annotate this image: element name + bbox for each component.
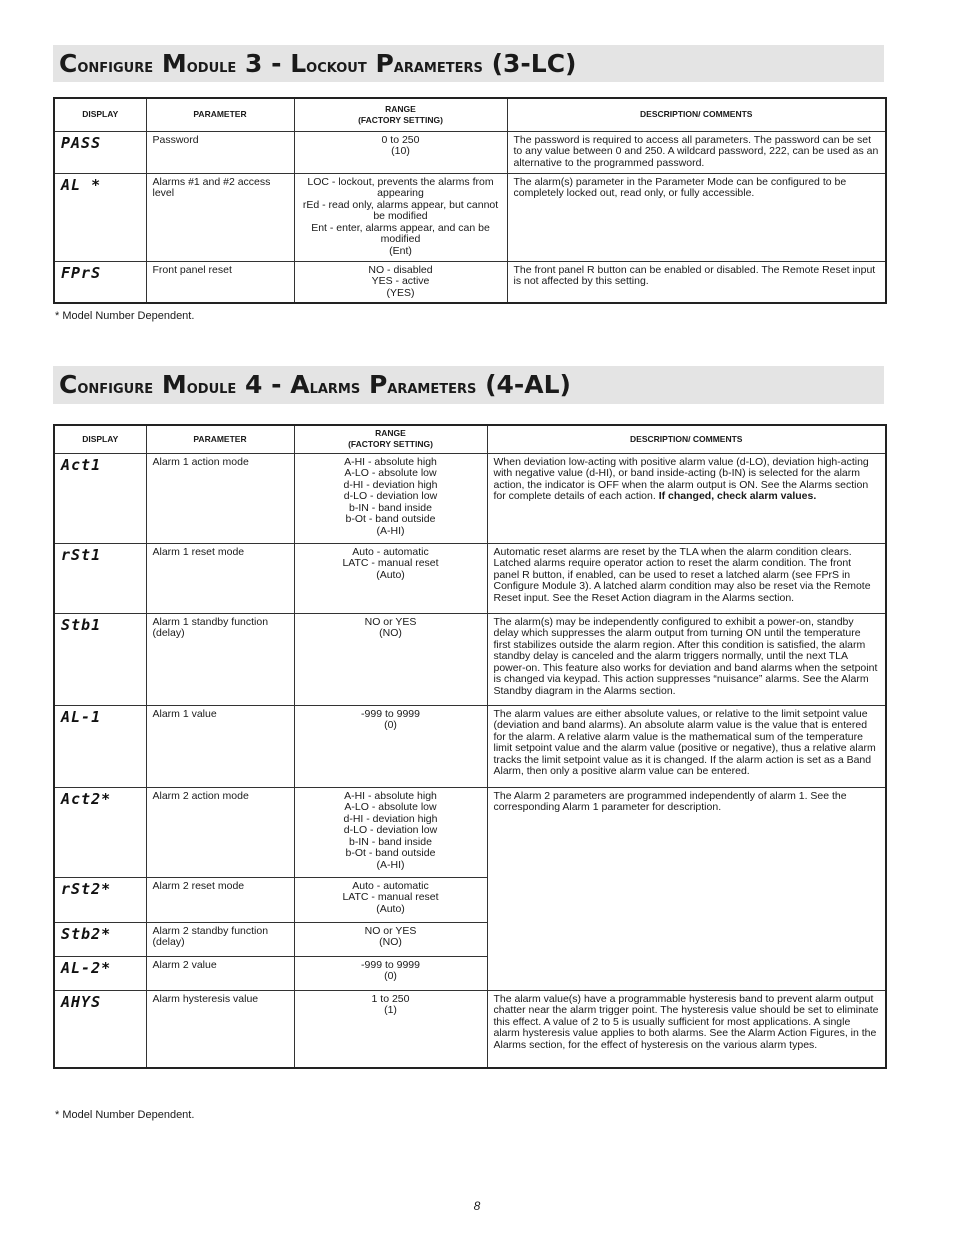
- range-value: Auto - automatic LATC - manual reset (Auto): [294, 877, 487, 922]
- parameter-name: Alarm 1 action mode: [146, 453, 294, 543]
- table-row: [54, 787, 886, 877]
- table-row: [54, 543, 886, 613]
- range-value: NO or YES (NO): [294, 613, 487, 705]
- footnote: * Model Number Dependent.: [55, 1109, 195, 1121]
- display-code: Stb2*: [54, 922, 146, 956]
- display-code: AL *: [54, 173, 146, 261]
- table-row: [54, 261, 886, 303]
- table-header-row: [54, 425, 886, 453]
- parameter-name: Alarms #1 and #2 access level: [146, 173, 294, 261]
- parameter-name: Alarm 1 standby function (delay): [146, 613, 294, 705]
- description-text: The alarm(s) may be independently configured to exhibit a power-on, standby delay which suppresses the alarm output from turning ON until the temperature first stabilizes outside the alarm region. After this condition is satisfied, the alarm standby delay is canceled and the alarm triggers normally, until the next TLA power-on. This feature also works for deviation and band alarms when the setpoint is changed via keypad. This action suppresses “nuisance” alarms. See the Alarm Standby diagram in the Alarms section.: [487, 613, 886, 705]
- display-code: Stb1: [54, 613, 146, 705]
- display-code: rSt2*: [54, 877, 146, 922]
- description-text: The Alarm 2 parameters are programmed independently of alarm 1. See the corresponding Alarm 1 parameter for description.: [487, 787, 886, 990]
- table-row: [54, 990, 886, 1068]
- parameter-name: Alarm 2 value: [146, 956, 294, 990]
- table-row: [54, 453, 886, 543]
- parameter-name: Password: [146, 131, 294, 173]
- range-value: -999 to 9999 (0): [294, 956, 487, 990]
- parameter-name: Alarm 2 reset mode: [146, 877, 294, 922]
- range-value: NO or YES (NO): [294, 922, 487, 956]
- description-emphasis: If changed, check alarm values.: [658, 490, 817, 502]
- parameter-name: Alarm hysteresis value: [146, 990, 294, 1068]
- parameter-name: Alarm 1 reset mode: [146, 543, 294, 613]
- display-code: AL-2*: [54, 956, 146, 990]
- range-column-header: RANGE (FACTORY SETTING): [294, 425, 487, 453]
- range-value: Auto - automatic LATC - manual reset (Auto): [294, 543, 487, 613]
- range-value: 0 to 250 (10): [294, 131, 507, 173]
- description-text: Automatic reset alarms are reset by the TLA when the alarm condition clears. Latched alarms require operator action to reset the alarm condition. The front panel R button, if enabled, can be used to reset a latched alarm (see FPrS in Configure Module 3). A latched alarm condition may also be reset via the Remote Reset input. See the Reset Action diagram in the Alarms section.: [487, 543, 886, 613]
- range-value: NO - disabled YES - active (YES): [294, 261, 507, 303]
- table-header-row: [54, 98, 886, 131]
- page-number: 8: [473, 1199, 481, 1213]
- range-value: -999 to 9999 (0): [294, 705, 487, 787]
- display-code: Act2*: [54, 787, 146, 877]
- parameter-name: Alarm 2 action mode: [146, 787, 294, 877]
- footnote: * Model Number Dependent.: [55, 310, 195, 322]
- display-column-header: DISPLAY: [54, 98, 146, 131]
- parameter-name: Alarm 1 value: [146, 705, 294, 787]
- parameter-column-header: PARAMETER: [146, 98, 294, 131]
- table-row: [54, 131, 886, 173]
- parameter-name: Alarm 2 standby function (delay): [146, 922, 294, 956]
- display-code: FPrS: [54, 261, 146, 303]
- display-code: AL-1: [54, 705, 146, 787]
- parameter-column-header: PARAMETER: [146, 425, 294, 453]
- display-code: AHYS: [54, 990, 146, 1068]
- range-value: A-HI - absolute high A-LO - absolute low d-HI - deviation high d-LO - deviation low b-IN - band inside b-Ot - band outside (A-HI): [294, 453, 487, 543]
- display-column-header: DISPLAY: [54, 425, 146, 453]
- section-3-lc-title: Configure Module 3 - Lockout Parameters (3-LC): [53, 45, 884, 82]
- lockout-parameters-table: [53, 97, 887, 304]
- display-code: PASS: [54, 131, 146, 173]
- display-code: rSt1: [54, 543, 146, 613]
- range-value: LOC - lockout, prevents the alarms from appearing rEd - read only, alarms appear, but cannot be modified Ent - enter, alarms appear, and can be modified (Ent): [294, 173, 507, 261]
- description-text: The password is required to access all parameters. The password can be set to any value between 0 and 250. A wildcard password, 222, can be used as an alternative to the programmed password.: [507, 131, 886, 173]
- description-text: The alarm(s) parameter in the Parameter Mode can be configured to be completely locked out, read only, or fully accessible.: [507, 173, 886, 261]
- display-code: Act1: [54, 453, 146, 543]
- description-column-header: DESCRIPTION/ COMMENTS: [487, 425, 886, 453]
- table-row: [54, 613, 886, 705]
- description-column-header: DESCRIPTION/ COMMENTS: [507, 98, 886, 131]
- table-row: [54, 705, 886, 787]
- range-column-header: RANGE (FACTORY SETTING): [294, 98, 507, 131]
- alarms-parameters-table: [53, 424, 887, 1069]
- range-value: 1 to 250 (1): [294, 990, 487, 1068]
- range-value: A-HI - absolute high A-LO - absolute low d-HI - deviation high d-LO - deviation low b-IN - band inside b-Ot - band outside (A-HI): [294, 787, 487, 877]
- description-text: The alarm values are either absolute values, or relative to the limit setpoint value (deviation and band alarms). An absolute alarm value is the value that is entered for the alarm. A relative alarm value is the mathematical sum of the temperature limit setpoint value and the alarm value (positive or negative), thus a relative alarm tracks the limit setpoint value as it is changed. If the alarm action is set as a Band Alarm, then only a positive alarm value can be entered.: [487, 705, 886, 787]
- description-text: When deviation low-acting with positive alarm value (d-LO), deviation high-acting with negative value (d-HI), or band inside-acting (b-IN) is selected for the alarm action, the indicator is OFF when the alarm output is ON. See the Alarms section for complete details of each action. If changed, check alarm values.: [487, 453, 886, 543]
- section-4-al-title: Configure Module 4 - Alarms Parameters (4-AL): [53, 366, 884, 404]
- description-text: The alarm value(s) have a programmable hysteresis band to prevent alarm output chatter near the alarm trigger point. The hysteresis value should be set to eliminate this effect. A value of 2 to 5 is usually sufficient for most applications. A single alarm hysteresis value applies to both alarms. See the Alarm Action Figures, in the Alarms section, for the effect of hysteresis on the various alarm types.: [487, 990, 886, 1068]
- description-text: The front panel R button can be enabled or disabled. The Remote Reset input is not affected by this setting.: [507, 261, 886, 303]
- table-row: [54, 173, 886, 261]
- parameter-name: Front panel reset: [146, 261, 294, 303]
